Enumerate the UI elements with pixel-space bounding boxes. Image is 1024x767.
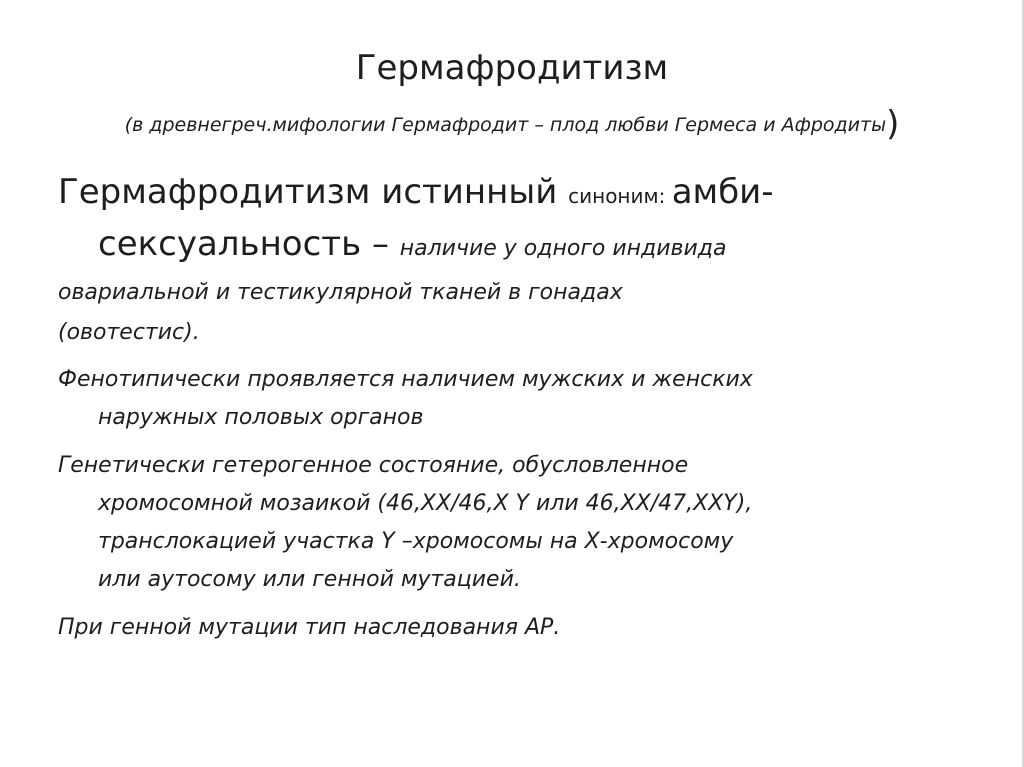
- synonym-word-part2: сексуальность –: [98, 224, 400, 264]
- synonym-label: синоним:: [568, 184, 672, 208]
- term-lead: Гермафродитизм истинный: [58, 172, 569, 212]
- paragraph-genetics: [58, 447, 978, 599]
- slide-subtitle: [0, 104, 1024, 145]
- synonym-word-part1: амби-: [671, 172, 774, 212]
- slide-title: Гермафродитизм: [355, 48, 669, 88]
- genetics-line2: хромосомной мозаикой (46,ХХ/46,Х Y или 46,ХХ/47,ХХY),: [98, 491, 753, 516]
- paragraph-inheritance: [58, 609, 978, 647]
- genetics-line3: транслокацией участка Y –хромосомы на Х-хромосому: [98, 529, 734, 554]
- definition-line2: овариальной и тестикулярной тканей в гонадах: [58, 280, 623, 305]
- phenotype-line1: Фенотипически проявляется наличием мужских и женских: [58, 367, 753, 392]
- subtitle-text: (в древнегреч.мифологии Гермафродит – плод любви Гермеса и Афродиты: [124, 114, 887, 136]
- genetics-line4: или аутосому или генной мутацией.: [98, 567, 521, 592]
- subtitle-closing-paren: ): [886, 104, 900, 144]
- inheritance-text: При генной мутации тип наследования АР.: [58, 615, 561, 640]
- phenotype-line2: наружных половых органов: [98, 405, 424, 430]
- genetics-line1: Генетически гетерогенное состояние, обусловленное: [58, 453, 689, 478]
- paragraph-definition: [58, 168, 978, 353]
- definition-start: наличие у одного индивида: [399, 236, 727, 261]
- paragraph-phenotype: [58, 361, 978, 437]
- slide-body: [58, 168, 978, 647]
- definition-line3: (овотестис).: [58, 320, 200, 345]
